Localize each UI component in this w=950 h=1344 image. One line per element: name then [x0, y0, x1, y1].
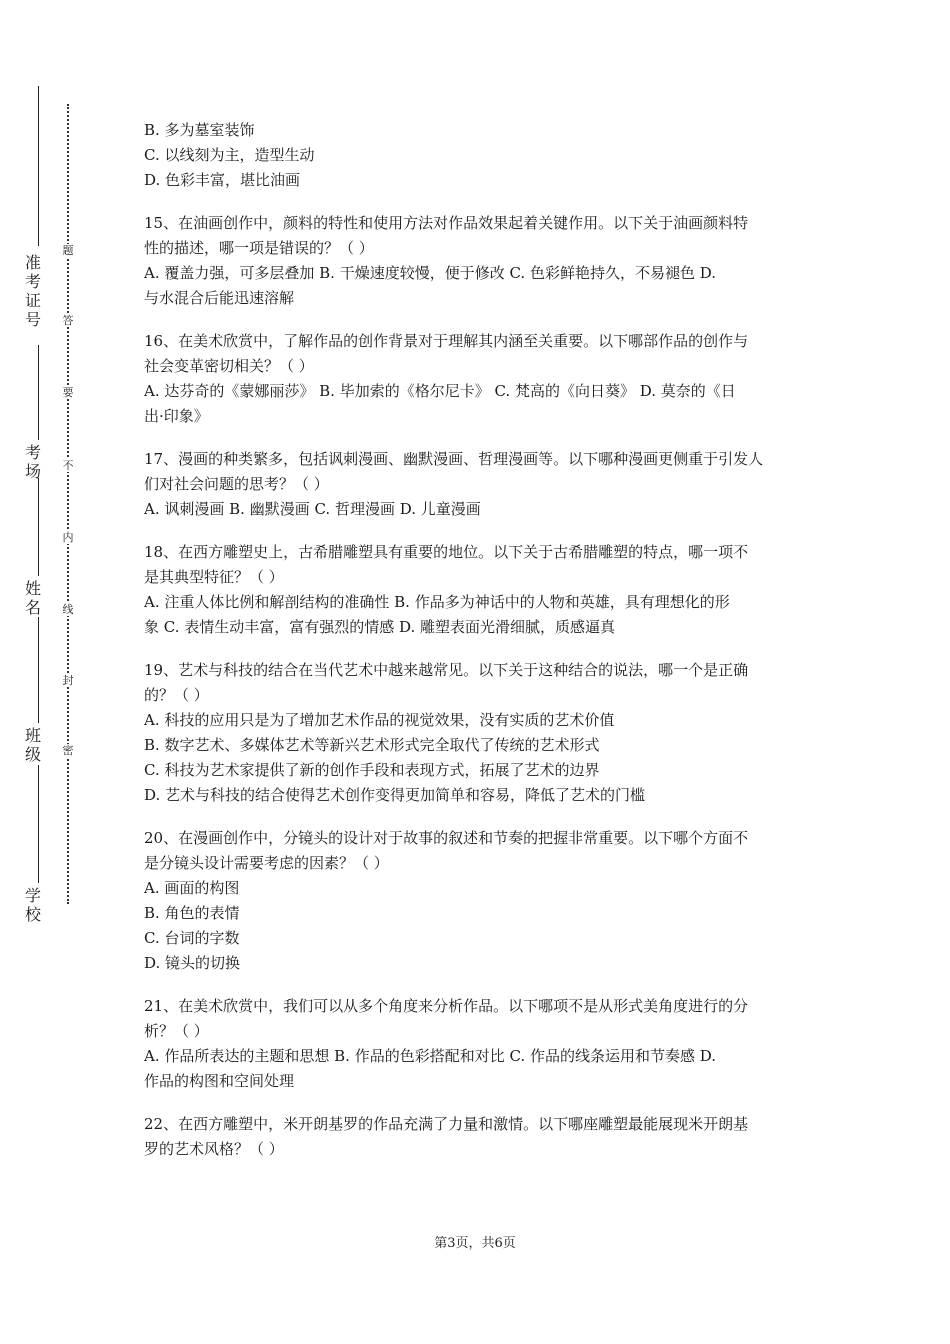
question-line: 18、在西方雕塑史上，古希腊雕塑具有重要的地位。以下关于古希腊雕塑的特点，哪一项不	[144, 543, 749, 561]
seal-word: 答	[62, 314, 74, 327]
option-line: B. 角色的表情	[144, 904, 240, 922]
field-rule	[38, 345, 39, 440]
option-line: 象 C. 表情生动丰富，富有强烈的情感 D. 雕塑表面光滑细腻，质感逼真	[144, 618, 616, 636]
field-rule	[38, 617, 39, 723]
field-class-label: 班级	[24, 726, 41, 764]
option-line: 出·印象》	[144, 407, 209, 425]
option-line: C. 台词的字数	[144, 929, 240, 947]
seal-word: 封	[62, 674, 74, 687]
seal-word: 要	[62, 386, 74, 399]
question-line: 罗的艺术风格？（ ）	[144, 1140, 284, 1158]
option-line: 作品的构图和空间处理	[144, 1072, 295, 1090]
option-line: B. 多为墓室装饰	[144, 121, 255, 139]
question-line: 社会变革密切相关？（ ）	[144, 357, 314, 375]
field-name-label: 姓名	[24, 579, 41, 617]
question-line: 17、漫画的种类繁多，包括讽刺漫画、幽默漫画、哲理漫画等。以下哪种漫画更侧重于引发人	[144, 450, 764, 468]
option-line: A. 讽刺漫画 B. 幽默漫画 C. 哲理漫画 D. 儿童漫画	[144, 500, 481, 518]
question-line: 是分镜头设计需要考虑的因素？（ ）	[144, 854, 389, 872]
question-17	[144, 447, 812, 522]
binding-margin	[0, 0, 100, 1344]
prev-question-options	[144, 118, 812, 193]
question-line: 16、在美术欣赏中，了解作品的创作背景对于理解其内涵至关重要。以下哪部作品的创作与	[144, 332, 749, 350]
question-16	[144, 329, 812, 429]
question-line: 是其典型特征？（ ）	[144, 568, 284, 586]
option-line: A. 科技的应用只是为了增加艺术作品的视觉效果，没有实质的艺术价值	[144, 711, 615, 729]
field-school-label: 学校	[24, 886, 41, 924]
option-line: B. 数字艺术、多媒体艺术等新兴艺术形式完全取代了传统的艺术形式	[144, 736, 600, 754]
field-rule	[38, 478, 39, 576]
question-22	[144, 1112, 812, 1162]
option-line: C. 科技为艺术家提供了新的创作手段和表现方式，拓展了艺术的边界	[144, 761, 600, 779]
seal-word: 线	[62, 603, 74, 616]
question-18	[144, 540, 812, 640]
field-rule	[38, 86, 39, 246]
question-line: 19、艺术与科技的结合在当代艺术中越来越常见。以下关于这种结合的说法，哪一个是正确	[144, 661, 749, 679]
option-line: D. 镜头的切换	[144, 954, 241, 972]
seal-dotted-line	[67, 104, 69, 904]
seal-word: 密	[62, 744, 74, 757]
seal-word: 题	[62, 244, 74, 257]
question-21	[144, 994, 812, 1094]
option-line: D. 艺术与科技的结合使得艺术创作变得更加简单和容易，降低了艺术的门槛	[144, 786, 646, 804]
question-line: 析？（ ）	[144, 1022, 209, 1040]
question-19	[144, 658, 812, 808]
question-line: 20、在漫画创作中，分镜头的设计对于故事的叙述和节奏的把握非常重要。以下哪个方面不	[144, 829, 749, 847]
option-line: D. 色彩丰富，堪比油画	[144, 171, 301, 189]
option-line: A. 画面的构图	[144, 879, 240, 897]
option-line: C. 以线刻为主，造型生动	[144, 146, 315, 164]
question-line: 22、在西方雕塑中，米开朗基罗的作品充满了力量和激情。以下哪座雕塑最能展现米开朗基	[144, 1115, 749, 1133]
question-content	[144, 118, 812, 1162]
page-number-footer: 第3页，共6页	[434, 1236, 516, 1251]
question-line: 的？（ ）	[144, 686, 209, 704]
option-line: A. 作品所表达的主题和思想 B. 作品的色彩搭配和对比 C. 作品的线条运用和节奏感 D.	[144, 1047, 716, 1065]
question-line: 们对社会问题的思考？（ ）	[144, 475, 329, 493]
question-15	[144, 211, 812, 311]
field-exam-number-label: 准考证号	[24, 253, 41, 329]
question-line: 性的描述，哪一项是错误的？（ ）	[144, 239, 374, 257]
option-line: A. 注重人体比例和解剖结构的准确性 B. 作品多为神话中的人物和英雄，具有理想化的形	[144, 593, 730, 611]
question-line: 15、在油画创作中，颜料的特性和使用方法对作品效果起着关键作用。以下关于油画颜料特	[144, 214, 749, 232]
seal-word: 不	[62, 459, 74, 472]
question-line: 21、在美术欣赏中，我们可以从多个角度来分析作品。以下哪项不是从形式美角度进行的分	[144, 997, 749, 1015]
field-rule	[38, 765, 39, 883]
option-line: 与水混合后能迅速溶解	[144, 289, 295, 307]
seal-word: 内	[62, 531, 74, 544]
option-line: A. 达芬奇的《蒙娜丽莎》 B. 毕加索的《格尔尼卡》 C. 梵高的《向日葵》 D. 莫奈的《日	[144, 382, 736, 400]
option-line: A. 覆盖力强，可多层叠加 B. 干燥速度较慢，便于修改 C. 色彩鲜艳持久，不易褪色 D.	[144, 264, 716, 282]
question-20	[144, 826, 812, 976]
field-exam-room-label: 考场	[24, 443, 41, 481]
